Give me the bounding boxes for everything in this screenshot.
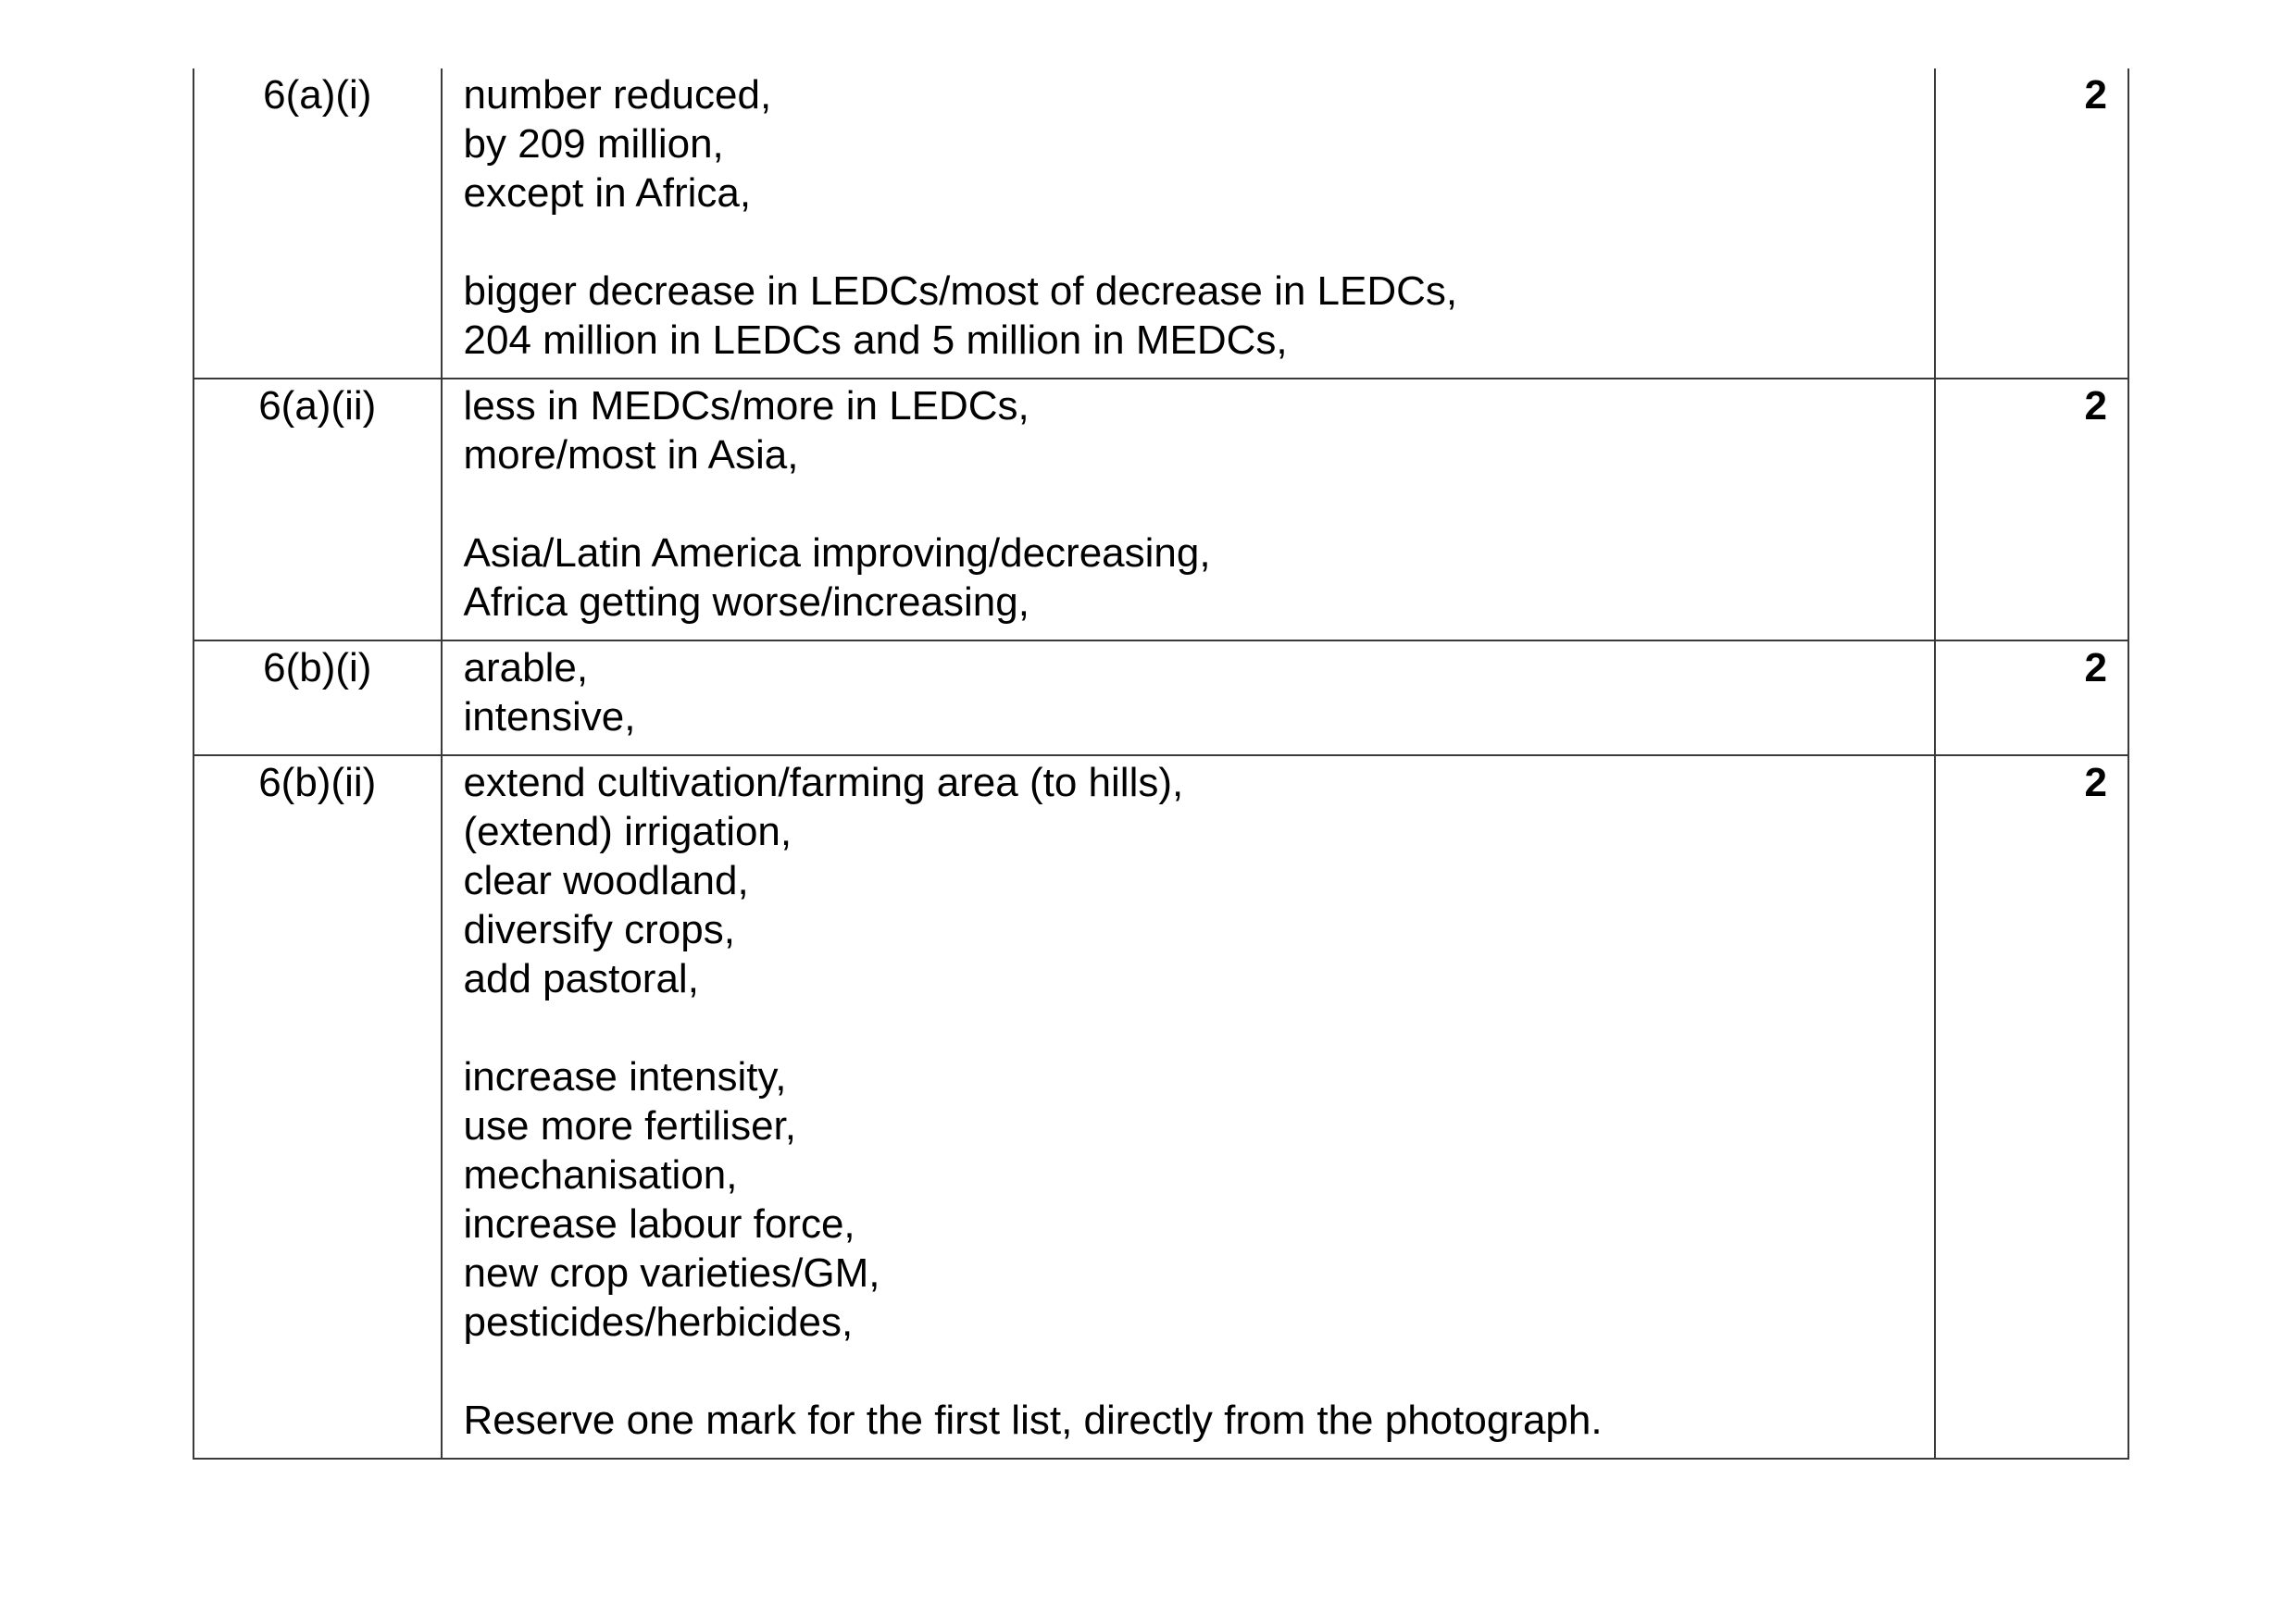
answer-line: extend cultivation/farming area (to hills), <box>463 760 1184 805</box>
answer-line: Asia/Latin America improving/decreasing, <box>463 530 1211 576</box>
answer-line: mechanisation, <box>463 1152 738 1198</box>
table-row <box>193 68 2128 379</box>
answer-line: by 209 million, <box>463 121 724 167</box>
answer-group <box>464 381 1915 479</box>
answer-line: clear woodland, <box>463 858 749 903</box>
answer-line: 204 million in LEDCs and 5 million in MEDCs, <box>463 317 1288 363</box>
answer-line: use more fertiliser, <box>463 1103 796 1149</box>
answer-group <box>464 643 1915 741</box>
answer-line: Africa getting worse/increasing, <box>463 579 1029 625</box>
answer-group <box>464 528 1915 627</box>
answer-group <box>464 1396 1915 1445</box>
answer-line: diversify crops, <box>463 907 735 952</box>
answer-group <box>464 267 1915 365</box>
question-number: 6(a)(i) <box>193 68 442 379</box>
question-number: 6(a)(ii) <box>193 379 442 640</box>
table-row <box>193 755 2128 1459</box>
answer-line: more/most in Asia, <box>463 432 799 478</box>
answer-group <box>464 70 1915 218</box>
answer-cell <box>442 640 1935 755</box>
marks-value: 2 <box>1935 379 2128 640</box>
answer-cell <box>442 68 1935 379</box>
answer-group <box>464 758 1915 1003</box>
table-row <box>193 379 2128 640</box>
answer-line: intensive, <box>463 694 636 740</box>
question-number: 6(b)(ii) <box>193 755 442 1459</box>
answer-line: pesticides/herbicides, <box>463 1299 854 1345</box>
answer-line: less in MEDCs/more in LEDCs, <box>463 383 1029 429</box>
marks-value: 2 <box>1935 68 2128 379</box>
answer-line: (extend) irrigation, <box>463 809 792 854</box>
answer-line: arable, <box>463 645 589 690</box>
answer-line: new crop varieties/GM, <box>463 1250 880 1296</box>
answer-line: Reserve one mark for the first list, directly from the photograph. <box>463 1398 1603 1443</box>
answer-line: increase labour force, <box>463 1201 855 1247</box>
mark-scheme-table <box>193 68 2129 1460</box>
answer-line: increase intensity, <box>463 1054 787 1100</box>
table-row <box>193 640 2128 755</box>
answer-line: add pastoral, <box>463 956 699 1001</box>
marks-value: 2 <box>1935 640 2128 755</box>
marks-value: 2 <box>1935 755 2128 1459</box>
answer-line: bigger decrease in LEDCs/most of decrease in LEDCs, <box>463 268 1458 314</box>
answer-line: number reduced, <box>463 72 772 118</box>
answer-group <box>464 1052 1915 1347</box>
mark-scheme-body <box>193 68 2128 1459</box>
answer-line: except in Africa, <box>463 170 752 216</box>
answer-cell <box>442 379 1935 640</box>
answer-cell <box>442 755 1935 1459</box>
question-number: 6(b)(i) <box>193 640 442 755</box>
